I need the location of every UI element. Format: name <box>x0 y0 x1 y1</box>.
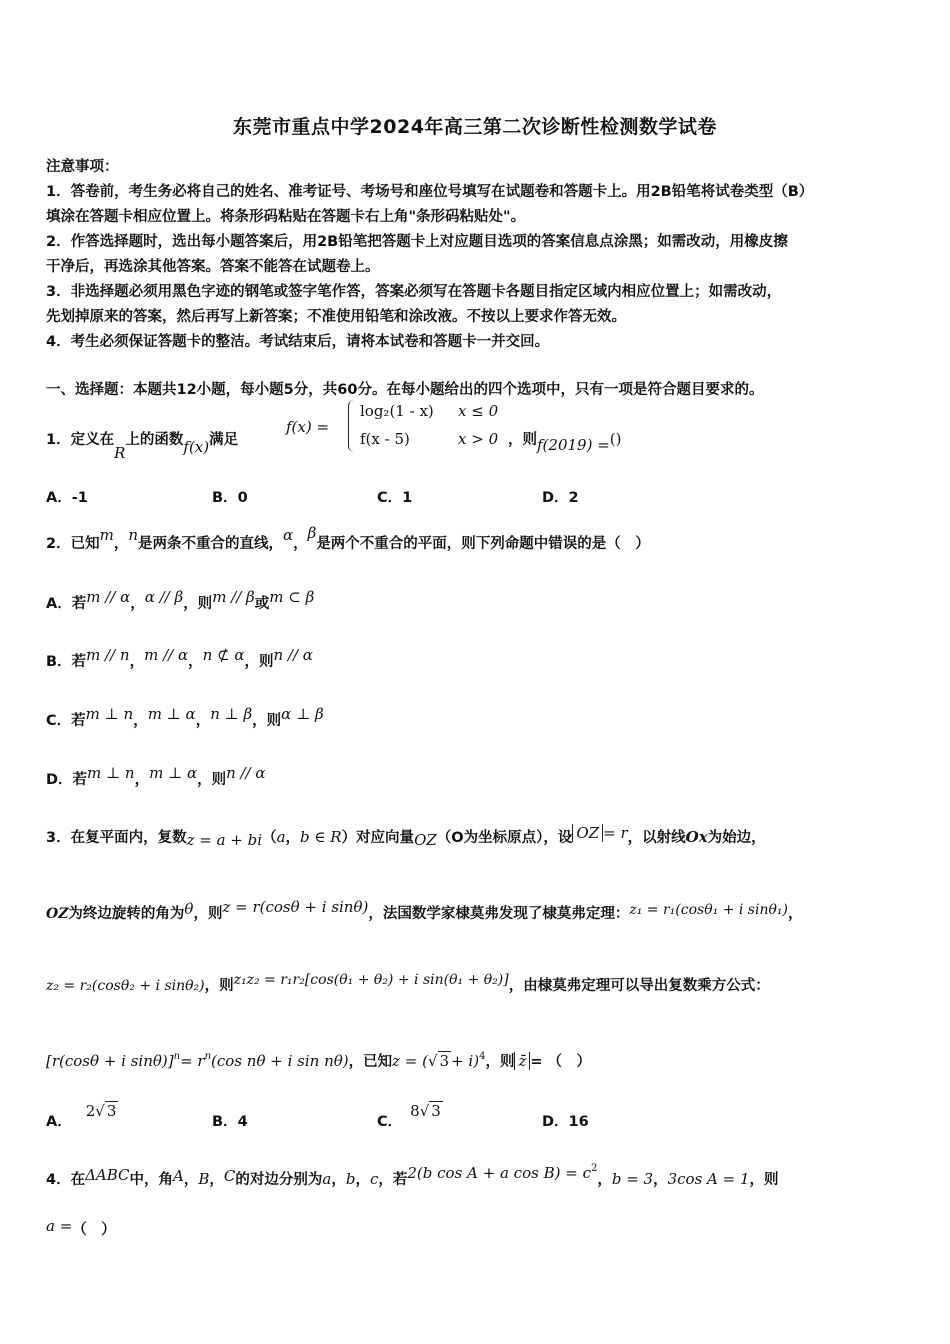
option-value: 2 <box>85 1102 96 1120</box>
q3-expr: = r <box>180 1052 205 1070</box>
q1-cond-1: x ≤ 0 <box>458 402 499 420</box>
q1-option-c[interactable] <box>377 486 412 507</box>
notice-heading: 注意事项： <box>46 159 119 175</box>
sep: ， <box>129 654 145 670</box>
q4-angle: C <box>223 1167 236 1185</box>
q4-text: ， <box>653 1172 668 1188</box>
option-value: 8 <box>410 1102 420 1120</box>
option-label: A． <box>46 490 72 506</box>
q2-option-a[interactable] <box>46 588 315 613</box>
option-text: ，则 <box>183 596 213 612</box>
q2-line-m: m <box>99 526 114 544</box>
q3-text: ）对应向量 <box>341 830 415 846</box>
option-value: 4 <box>237 1114 248 1130</box>
q1-option-b[interactable] <box>212 486 248 507</box>
q2-line-n: n <box>128 526 138 544</box>
option-value: 16 <box>568 1114 589 1130</box>
q3-text: 为终边旋转的角为 <box>68 906 185 922</box>
q1-function: f(x) <box>183 438 210 456</box>
q4-text: ，则 <box>749 1172 779 1188</box>
q1-domain: R <box>114 444 126 462</box>
q3-ray: Ox <box>685 828 708 846</box>
notice-line: 3．非选择题必须用黑色字迹的钢笔或签字笔作答，答案必须写在答题卡各题目指定区域内相应位置上；如需改动， <box>46 284 782 300</box>
q1-piecewise-function <box>286 398 508 454</box>
q4-text: ，若 <box>378 1172 408 1188</box>
option-text: 或 <box>254 596 270 612</box>
option-label: B． <box>212 1114 238 1130</box>
q4-side: c <box>369 1170 379 1188</box>
q2-text: 2．已知 <box>46 536 100 552</box>
q4-text: ， <box>183 1172 199 1188</box>
sep: ， <box>134 772 150 788</box>
q3-polar-form: z = r(cosθ + i sinθ) <box>222 898 369 916</box>
question-3-line-2 <box>46 898 803 923</box>
option-text: ，则 <box>244 654 274 670</box>
q1-ask: f(2019) = <box>537 436 610 454</box>
notice-line: 2．作答选择题时，选出每小题答案后，用2B铅笔把答题卡上对应题目选项的答案信息点涂黑；如需改动，用橡皮擦 <box>46 234 788 250</box>
q4-text: 的对边分别为 <box>235 1172 323 1188</box>
q4-exponent: 2 <box>590 1163 598 1174</box>
option-label: D． <box>542 1114 569 1130</box>
option-expr: m ⊥ α <box>147 705 196 723</box>
question-4-line-1 <box>46 1163 779 1189</box>
q4-side: a <box>322 1170 332 1188</box>
q4-text: ， <box>331 1172 346 1188</box>
option-text: ，则 <box>252 713 282 729</box>
q3-text: OZ <box>46 906 69 922</box>
q4-side: b <box>345 1170 356 1188</box>
q3-expr: = r <box>603 824 628 842</box>
q4-equation: 3cos A = 1 <box>667 1170 750 1188</box>
q4-triangle: ΔABC <box>85 1166 130 1184</box>
question-3-line-3 <box>46 974 770 995</box>
option-expr: m ⊂ β <box>269 588 315 606</box>
q3-text: ，以射线 <box>627 830 686 846</box>
q3-abs-oz: OZ <box>572 824 603 842</box>
q4-text: ， <box>355 1172 370 1188</box>
option-expr: n ⊄ α <box>202 646 245 664</box>
question-1-stem <box>46 428 239 462</box>
q3-option-d[interactable] <box>542 1110 589 1131</box>
q4-text: ， <box>209 1172 224 1188</box>
q3-expr: z = a + bi <box>186 831 263 849</box>
q1-case-1: log₂(1 - x) <box>360 402 434 420</box>
option-expr: m ⊥ n <box>87 764 135 782</box>
q2-plane-alpha: α <box>283 526 294 544</box>
q3-text: （ <box>262 830 277 846</box>
q3-expr: z = ( <box>392 1052 428 1070</box>
q4-angle: A <box>173 1167 184 1185</box>
option-label: A．若 <box>46 596 87 612</box>
notice-line: 先划掉原来的答案，然后再写上新答案；不准使用铅笔和涂改液。不按以上要求作答无效。 <box>46 309 626 325</box>
q1-cond-2: x > 0 <box>458 430 499 448</box>
q2-text: ， <box>113 536 129 552</box>
q3-radicand: 3 <box>439 1052 450 1070</box>
option-label: D．若 <box>46 772 88 788</box>
q3-option-b[interactable] <box>212 1110 248 1131</box>
q1-option-d[interactable] <box>542 486 579 507</box>
q2-plane-beta: β <box>307 524 317 542</box>
sep: ， <box>133 713 148 729</box>
option-label: A． <box>46 1114 72 1130</box>
q3-text: ，法国数学家棣莫弗发现了棣莫弗定理： <box>368 906 630 922</box>
q3-abs-zbar: z̄ <box>514 1052 530 1070</box>
q4-text: 4．在 <box>46 1172 86 1188</box>
option-value: -1 <box>71 490 88 506</box>
q3-text: ， <box>285 830 301 846</box>
q3-power-lhs: [r(cosθ + i sinθ)] <box>46 1052 174 1070</box>
question-3-line-1 <box>46 826 766 847</box>
option-expr: m // α <box>86 588 131 606</box>
q3-text: ，则 <box>193 906 223 922</box>
q3-option-a[interactable]: A．2√ 3 <box>46 1102 117 1130</box>
option-value: 0 <box>237 490 248 506</box>
notice-line: 1．答卷前，考生务必将自己的姓名、准考证号、考场号和座位号填写在试题卷和答题卡上。用2B铅笔将试卷类型（B） <box>46 184 814 200</box>
exam-title: 东莞市重点中学2024年高三第二次诊断性检测数学试卷 <box>233 116 717 138</box>
brace <box>348 400 357 452</box>
option-expr: n ⊥ β <box>210 705 253 723</box>
q1-text: 1．定义在 <box>46 432 115 448</box>
q2-text: 是两个不重合的平面，则下列命题中错误的是（ ） <box>316 536 650 552</box>
option-expr: n // α <box>226 764 266 782</box>
option-label: B．若 <box>46 654 87 670</box>
option-text: ，则 <box>197 772 227 788</box>
q2-option-c[interactable] <box>46 705 324 730</box>
notice-line: 干净后，再选涂其他答案。答案不能答在试题卷上。 <box>46 259 380 275</box>
q3-text: ，由棣莫弗定理可以导出复数乘方公式： <box>508 978 770 994</box>
q1-case-2: f(x - 5) <box>360 430 410 448</box>
option-label: C．若 <box>46 713 86 729</box>
option-value: 1 <box>402 490 413 506</box>
option-label: C． <box>377 1114 403 1130</box>
q3-option-c[interactable]: C．8√ 3 <box>377 1102 441 1130</box>
q4-ask: a = <box>46 1217 73 1235</box>
q3-expr: + i) <box>451 1052 480 1070</box>
option-expr: m // α <box>144 646 189 664</box>
question-2-stem <box>46 524 650 553</box>
q1-text: 满足 <box>209 432 239 448</box>
q3-angle: θ <box>184 900 194 918</box>
option-label: B． <box>212 490 238 506</box>
option-radicand: 3 <box>106 1102 117 1120</box>
q3-z2: z₂ = r₂(cosθ₂ + i sinθ₂) <box>46 978 205 994</box>
q1-text: 上的函数 <box>125 432 184 448</box>
q2-text: ， <box>293 536 308 552</box>
sep: ， <box>195 713 211 729</box>
option-label: C． <box>377 490 403 506</box>
q3-text: 3．在复平面内，复数 <box>46 830 187 846</box>
q3-text: 为始边， <box>707 830 766 846</box>
q3-expr: a <box>276 828 286 846</box>
question-1-tail <box>508 428 622 454</box>
option-label: D． <box>542 490 569 506</box>
notice-line: 填涂在答题卡相应位置上。将条形码粘贴在答题卡右上角"条形码粘贴处"。 <box>46 209 526 225</box>
option-expr: m ⊥ α <box>149 764 198 782</box>
q3-z1: z₁ = r₁(cosθ₁ + i sinθ₁) <box>629 902 788 918</box>
option-radicand: 3 <box>431 1102 441 1120</box>
q3-text: ，则 <box>485 1054 515 1070</box>
q3-power-exp: n <box>204 1051 212 1062</box>
option-expr: α ⊥ β <box>281 705 324 723</box>
q2-option-b[interactable] <box>46 646 313 671</box>
q3-exponent: 4 <box>479 1051 486 1062</box>
q3-text: = （ ） <box>530 1054 592 1070</box>
option-expr: n // α <box>273 646 313 664</box>
section-heading: 一、选择题：本题共12小题，每小题5分，共60分。在每小题给出的四个选项中，只有一项是符合题目要求的。 <box>46 382 764 398</box>
sep: ， <box>188 654 203 670</box>
q3-power-exp: n <box>173 1051 181 1062</box>
q1-text: ，则 <box>508 432 537 448</box>
option-expr: m // n <box>86 646 130 664</box>
question-4-line-2 <box>46 1218 116 1239</box>
q4-equation: 2(b cos A + a cos B) = c <box>407 1164 591 1182</box>
q2-text: 是两条不重合的直线， <box>138 536 283 552</box>
q3-power-rhs: (cos nθ + i sin nθ) <box>211 1052 349 1070</box>
q3-text: ，则 <box>204 978 234 994</box>
q4-equation: b = 3 <box>611 1170 654 1188</box>
q3-text: （O为坐标原点），设 <box>436 830 573 846</box>
sep: ， <box>130 596 145 612</box>
q1-paren: () <box>609 430 622 448</box>
option-expr: α // β <box>144 588 184 606</box>
q2-option-d[interactable] <box>46 764 266 789</box>
q1-fx: f(x) = <box>286 418 330 436</box>
option-expr: m ⊥ n <box>85 705 134 723</box>
q3-text: ，已知 <box>348 1054 393 1070</box>
notice-line: 4．考生必须保证答题卡的整洁。考试结束后，请将本试卷和答题卡一并交回。 <box>46 334 550 350</box>
q3-product: z₁z₂ = r₁r₂[cos(θ₁ + θ₂) + i sin(θ₁ + θ₂)] <box>233 972 509 988</box>
q3-vector: OZ <box>414 831 437 849</box>
question-3-line-4: [r(cosθ + i $\sin\theta)]^n= r^n(\cos$ nθ + i sin nθ)，已知z = (√ 3 + i)$^4$，则 z̄ = （ ） <box>46 1051 592 1070</box>
q4-text: （ ） <box>72 1222 116 1238</box>
q3-expr: b ∈ R <box>300 828 342 846</box>
q4-angle: B <box>198 1170 210 1188</box>
option-value: 2 <box>568 490 579 506</box>
q1-option-a[interactable] <box>46 486 88 507</box>
q4-text: ， <box>597 1172 612 1188</box>
option-expr: m // β <box>212 588 255 606</box>
q3-text: ， <box>787 906 803 922</box>
q4-text: 中，角 <box>129 1172 174 1188</box>
